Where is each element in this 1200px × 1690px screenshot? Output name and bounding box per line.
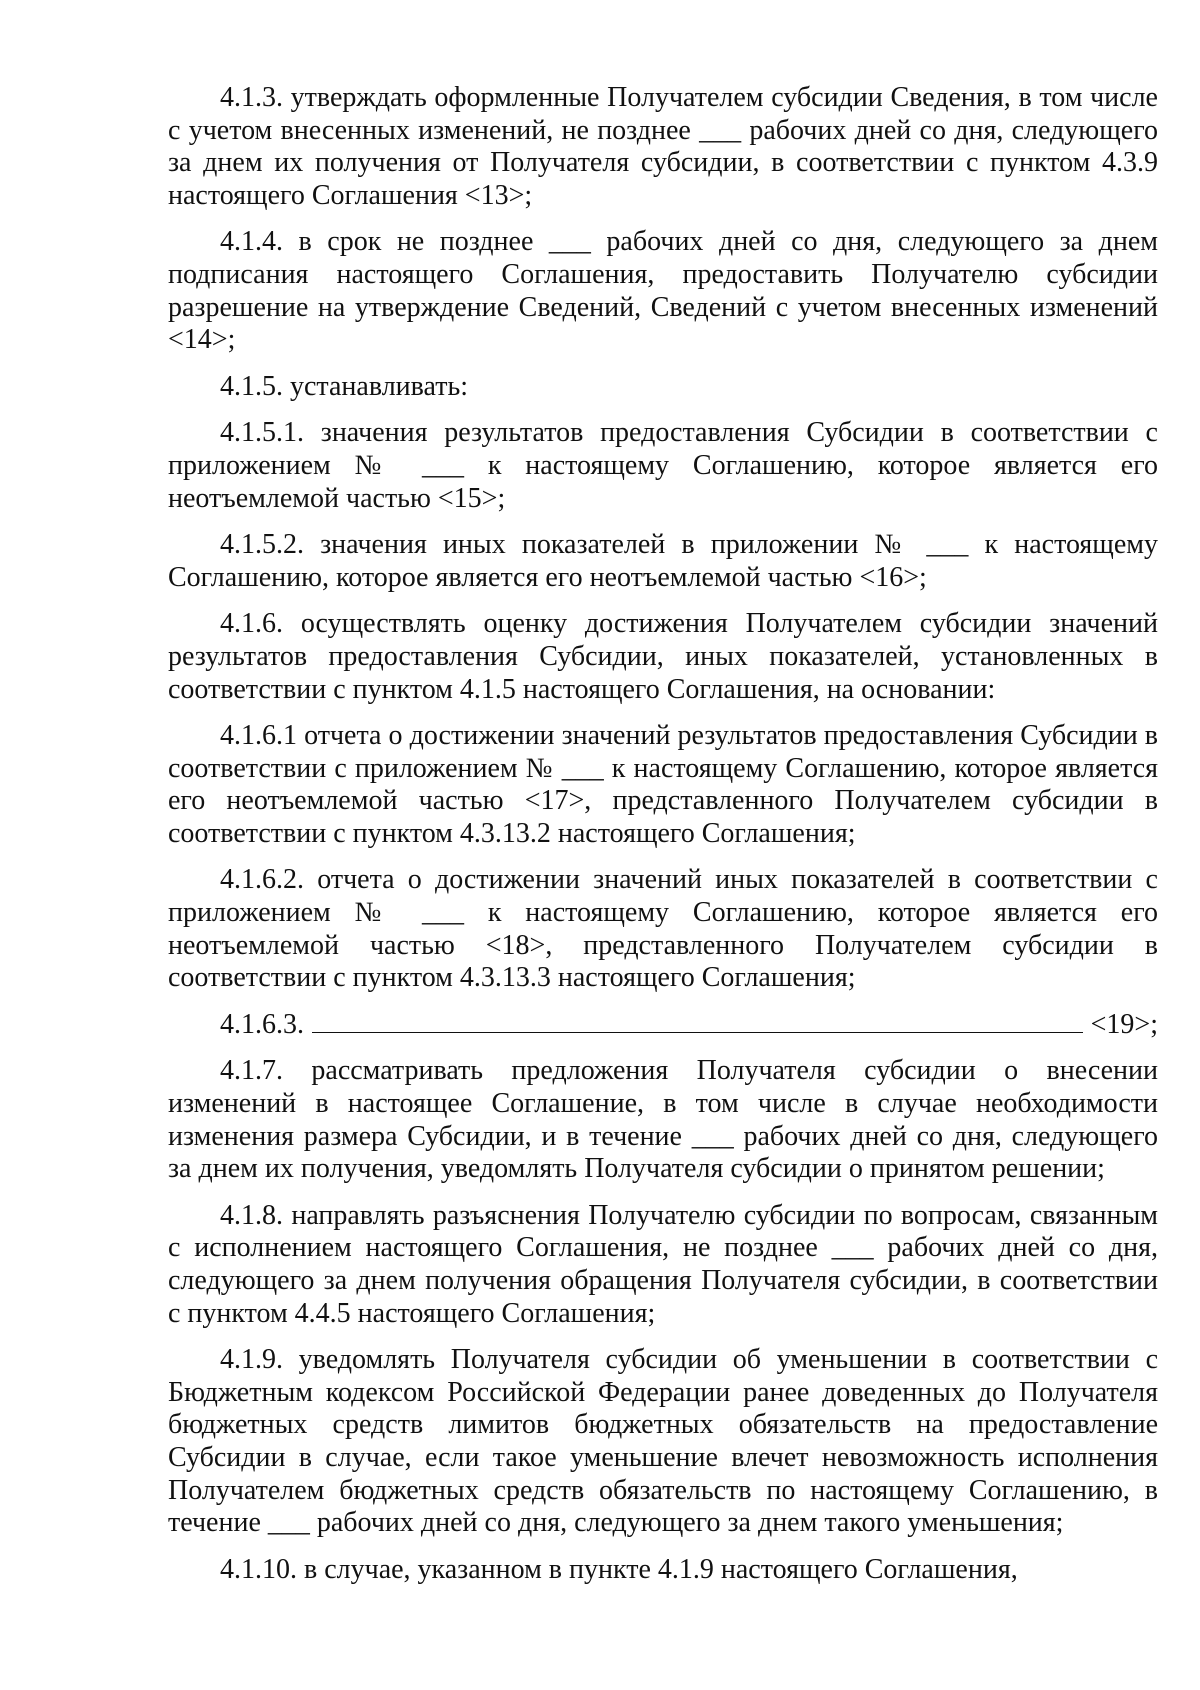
paragraph-4-1-6-3-label: 4.1.6.3. <box>220 1008 304 1040</box>
paragraph-4-1-4: 4.1.4. в срок не позднее ___ рабочих дней со дня, следующего за днем подписания настоящего Соглашения, предоставить Получателю субсидии разрешение на утверждение Сведений, Сведений с учетом внесенных изменений <14>; <box>168 226 1158 356</box>
paragraph-4-1-5-1: 4.1.5.1. значения результатов предоставления Субсидии в соответствии с приложением № ___ к настоящему Соглашению, которое является его неотъемлемой частью <15>; <box>168 417 1158 514</box>
paragraph-4-1-5-2: 4.1.5.2. значения иных показателей в приложении № ___ к настоящему Соглашению, которое является его неотъемлемой частью <16>; <box>168 529 1158 593</box>
paragraph-4-1-10: 4.1.10. в случае, указанном в пункте 4.1.9 настоящего Соглашения, <box>220 1553 1018 1585</box>
paragraph-4-1-5: 4.1.5. устанавливать: <box>220 370 468 402</box>
paragraph-4-1-9: 4.1.9. уведомлять Получателя субсидии об уменьшении в соответствии с Бюджетным кодексом Российской Федерации ранее доведенных до Получателя бюджетных средств лимитов бюджетных обязательств на предоставление Субсидии в случае, если такое уменьшение влечет невозможность исполнения Получателем бюджетных средств обязательств по настоящему Соглашению, в течение ___ рабочих дней со дня, следующего за днем такого уменьшения; <box>168 1344 1158 1539</box>
paragraph-4-1-7: 4.1.7. рассматривать предложения Получателя субсидии о внесении изменений в настоящее Соглашение, в том числе в случае необходимости изменения размера Субсидии, и в течение ___ рабочих дней со дня, следующего за днем их получения, уведомлять Получателя субсидии о принятом решении; <box>168 1055 1158 1185</box>
paragraph-4-1-6-3 <box>168 1009 1158 1042</box>
blank-fill-line <box>312 1010 1083 1033</box>
paragraph-4-1-6-2: 4.1.6.2. отчета о достижении значений иных показателей в соответствии с приложением № ___ к настоящему Соглашению, которое является его неотъемлемой частью <18>, представленного Получателем субсидии в соответствии с пунктом 4.3.13.3 настоящего Соглашения; <box>168 864 1158 994</box>
paragraph-4-1-6-3-footnote: <19>; <box>1090 1008 1158 1040</box>
paragraph-4-1-8: 4.1.8. направлять разъяснения Получателю субсидии по вопросам, связанным с исполнением настоящего Соглашения, не позднее ___ рабочих дней со дня, следующего за днем получения обращения Получателя субсидии, в соответствии с пунктом 4.4.5 настоящего Соглашения; <box>168 1199 1158 1329</box>
paragraph-4-1-3: 4.1.3. утверждать оформленные Получателем субсидии Сведения, в том числе с учетом внесенных изменений, не позднее ___ рабочих дней со дня, следующего за днем их получения от Получателя субсидии, в соответствии с пунктом 4.3.9 настоящего Соглашения <13>; <box>168 82 1158 211</box>
paragraph-4-1-6: 4.1.6. осуществлять оценку достижения Получателем субсидии значений результатов предоставления Субсидии, иных показателей, установленных в соответствии с пунктом 4.1.5 настоящего Соглашения, на основании: <box>168 608 1158 705</box>
paragraph-4-1-6-1: 4.1.6.1 отчета о достижении значений результатов предоставления Субсидии в соответствии с приложением № ___ к настоящему Соглашению, которое является его неотъемлемой частью <17>, представленного Получателем субсидии в соответствии с пунктом 4.3.13.2 настоящего Соглашения; <box>168 720 1158 849</box>
document-page <box>168 82 1158 1600</box>
